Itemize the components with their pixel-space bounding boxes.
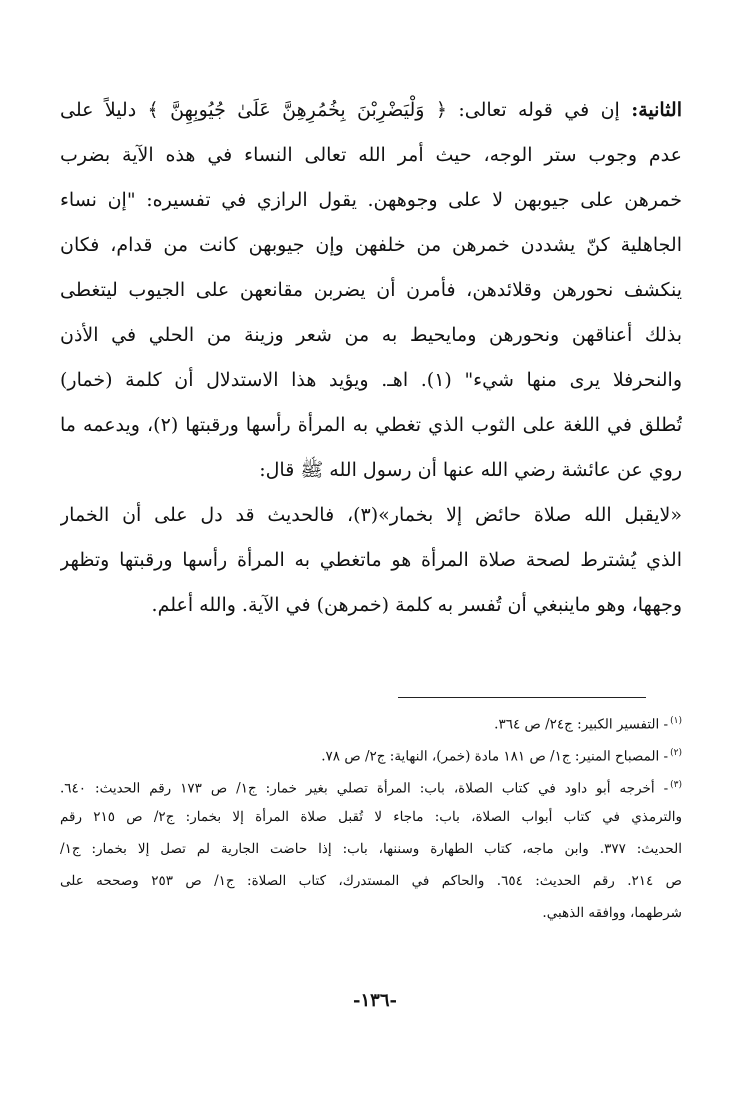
text-line: الجاهلية كنّ يشددن خمرهن من خلفهن وإن جيوبهن كانت من قدام، فكان [60,234,682,256]
footnote-3 [60,769,682,801]
text-line: عدم وجوب ستر الوجه، حيث أمر الله تعالى النساء في هذه الآية بضرب [60,144,682,166]
footnote-3-continued: الحديث: ٣٧٧. وابن ماجه، كتاب الطهارة وسننها، باب: إذا حاضت الجارية لم تصل إلا بخمار: ج١/ [60,841,682,857]
footnote-marker: (٢) [670,748,682,758]
footnote-marker: (٣) [670,780,682,790]
footnote-3-continued: والترمذي في كتاب أبواب الصلاة، باب: ماجاء لا تُقبل صلاة المرأة إلا بخمار: ج٢/ ص ٢١٥ رقم [60,809,682,825]
section-text: إن في قوله تعالى: ﴿ وَلْيَضْرِبْنَ بِخُمُرِهِنَّ عَلَىٰ جُيُوبِهِنَّ ﴾ دليلاً على [60,99,632,121]
footnotes [60,705,682,929]
text-line [60,88,682,133]
footnote-1 [60,705,682,737]
text-line: وجهها، وهو ماينبغي أن تُفسر به كلمة (خمرهن) في الآية. والله أعلم. [151,594,682,616]
text-line: تُطلق في اللغة على الثوب الذي تغطي به المرأة رأسها ورقبتها (٢)، ويدعمه ما [60,414,682,436]
footnote-text: - التفسير الكبير: ج٢٤/ ص ٣٦٤. [494,716,669,733]
main-text [60,88,682,628]
footnote-3-continued: ص ٢١٤. رقم الحديث: ٦٥٤. والحاكم في المستدرك، كتاب الصلاة: ج١/ ص ٢٥٣ وصححه على [60,873,682,889]
text-line: روي عن عائشة رضي الله عنها أن رسول الله ﷺ قال: [259,459,682,481]
footnote-2 [60,737,682,769]
text-line: الذي يُشترط لصحة صلاة المرأة هو ماتغطي به المرأة رأسها ورقبتها وتظهر [60,549,682,571]
text-line: والنحرفلا يرى منها شيء" (١). اهـ. ويؤيد هذا الاستدلال أن كلمة (خمار) [60,369,682,391]
text-line: ينكشف نحورهن وقلائدهن، فأمرن أن يضربن مقانعهن على الجيوب ليتغطى [60,279,682,301]
text-line: بذلك أعناقهن ونحورهن ومايحيط به من شعر وزينة من الحلي في الأذن [60,324,682,346]
footnote-text: - المصباح المنير: ج١/ ص ١٨١ مادة (خمر)، النهاية: ج٢/ ص ٧٨. [321,748,669,765]
footnote-marker: (١) [670,716,682,726]
footnote-separator [398,697,646,698]
section-label: الثانية: [631,99,682,121]
page-number: -١٣٦- [353,990,397,1011]
footnote-3-continued: شرطهما، ووافقه الذهبي. [542,905,682,921]
text-line: خمرهن على جيوبهن لا على وجوههن. يقول الرازي في تفسيره: "إن نساء [60,189,682,211]
text-line: «لايقبل الله صلاة حائض إلا بخمار»(٣)، فالحديث قد دل على أن الخمار [60,504,682,526]
footnote-text: - أخرجه أبو داود في كتاب الصلاة، باب: المرأة تصلي بغير خمار: ج١/ ص ١٧٣ رقم الحديث: ٦٤٠. [60,780,669,797]
